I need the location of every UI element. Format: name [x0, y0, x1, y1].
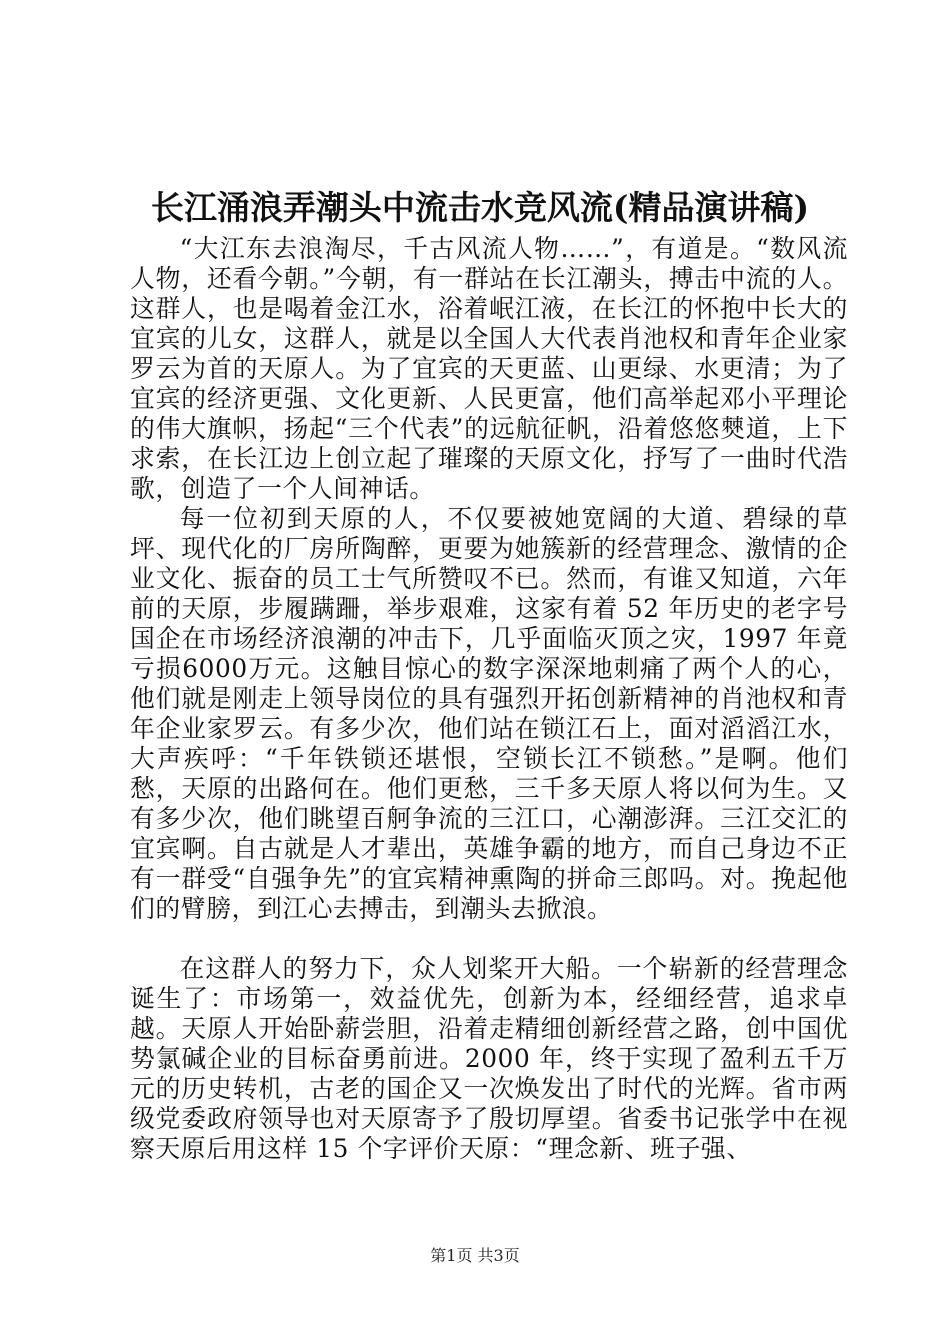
document-body	[130, 234, 848, 1164]
paragraph-1: “大江东去浪淘尽，千古风流人物……”，有道是。“数风流人物，还看今朝。”今朝，有一群站在长江潮头，搏击中流的人。这群人，也是喝着金江水，浴着岷江液，在长江的怀抱中长大的宜宾的儿女，这群人，就是以全国人大代表肖池权和青年企业家罗云为首的天原人。为了宜宾的天更蓝、山更绿、水更清；为了宜宾的经济更强、文化更新、人民更富，他们高举起邓小平理论的伟大旗帜，扬起“三个代表”的远航征帆，沿着悠悠僰道，上下求索，在长江边上创立起了璀璨的天原文化，抒写了一曲时代浩歌，创造了一个人间神话。	[130, 234, 848, 503]
paragraph-3: 在这群人的努力下，众人划桨开大船。一个崭新的经营理念诞生了：市场第一，效益优先，创新为本，经细经营，追求卓越。天原人开始卧薪尝胆，沿着走精细创新经营之路，创中国优势氯碱企业的目标奋勇前进。2000 年，终于实现了盈利五千万元的历史转机，古老的国企又一次焕发出了时代的光辉。省市两级党委政府领导也对天原寄予了殷切厚望。省委书记张学中在视察天原后用这样 15 个字评价天原：“理念新、班子强、	[130, 954, 848, 1163]
document-title: 长江涌浪弄潮头中流击水竞风流(精品演讲稿)	[150, 188, 810, 227]
page-footer: 第1页 共3页	[430, 1246, 520, 1265]
paragraph-2: 每一位初到天原的人，不仅要被她宽阔的大道、碧绿的草坪、现代化的厂房所陶醉，更要为她簇新的经营理念、激情的企业文化、振奋的员工士气所赞叹不已。然而，有谁又知道，六年前的天原，步履蹒跚，举步艰难，这家有着 52 年历史的老字号国企在市场经济浪潮的冲击下，几乎面临灭顶之灾，1997 年竟亏损6000万元。这触目惊心的数字深深地刺痛了两个人的心，他们就是刚走上领导岗位的具有强烈开拓创新精神的肖池权和青年企业家罗云。有多少次，他们站在锁江石上，面对滔滔江水，大声疾呼：“千年铁锁还堪恨，空锁长江不锁愁。”是啊。他们愁，天原的出路何在。他们更愁，三千多天原人将以何为生。又有多少次，他们眺望百舸争流的三江口，心潮澎湃。三江交汇的宜宾啊。自古就是人才辈出，英雄争霸的地方，而自己身边不正有一群受“自强争先”的宜宾精神熏陶的拼命三郎吗。对。挽起他们的臂膀，到江心去搏击，到潮头去掀浪。	[130, 504, 848, 923]
